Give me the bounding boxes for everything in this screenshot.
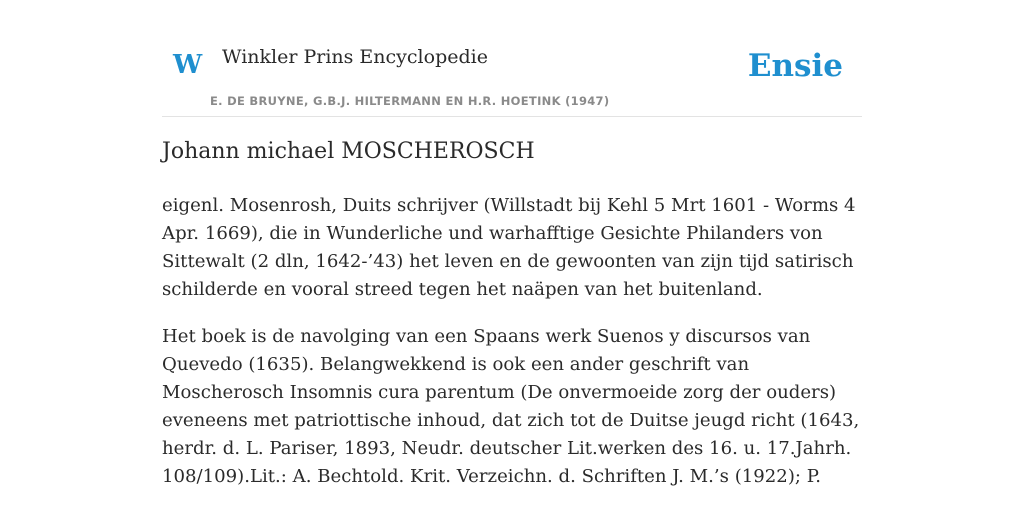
winkler-prins-logo-icon[interactable]: W (173, 50, 203, 80)
source-authors: E. DE BRUYNE, G.B.J. HILTERMANN EN H.R. HOETINK (1947) (210, 94, 610, 108)
ensie-logo-link[interactable]: Ensie (747, 48, 843, 84)
source-title-link[interactable]: Winkler Prins Encyclopedie (222, 46, 488, 68)
article-body (162, 192, 874, 510)
article-paragraph: eigenl. Mosenrosh, Duits schrijver (Willstadt bij Kehl 5 Mrt 1601 - Worms 4 Apr. 1669), die in Wunderliche und warhafftige Gesichte Philanders von Sittewalt (2 dln, 1642-’43) het leven en de gewoonten van zijn tijd satirisch schilderde en vooral streed tegen het naäpen van het buitenland. (162, 195, 856, 300)
source-header (162, 0, 862, 117)
article-title: Johann michael MOSCHEROSCH (162, 139, 535, 164)
article-paragraph: Het boek is de navolging van een Spaans werk Suenos y discursos van Quevedo (1635). Belangwekkend is ook een ander geschrift van Moscherosch Insomnis cura parentum (De onvermoeide zorg der ouders) eveneens met patriottische inhoud, dat zich tot de Duitse jeugd richt (1643, herdr. d. L. Pariser, 1893, Neudr. deutscher Lit.werken des 16. u. 17.Jahrh. 108/109).Lit.: A. Bechtold. Krit. Verzeichn. d. Schriften J. M.’s (1922); P. (162, 326, 860, 487)
